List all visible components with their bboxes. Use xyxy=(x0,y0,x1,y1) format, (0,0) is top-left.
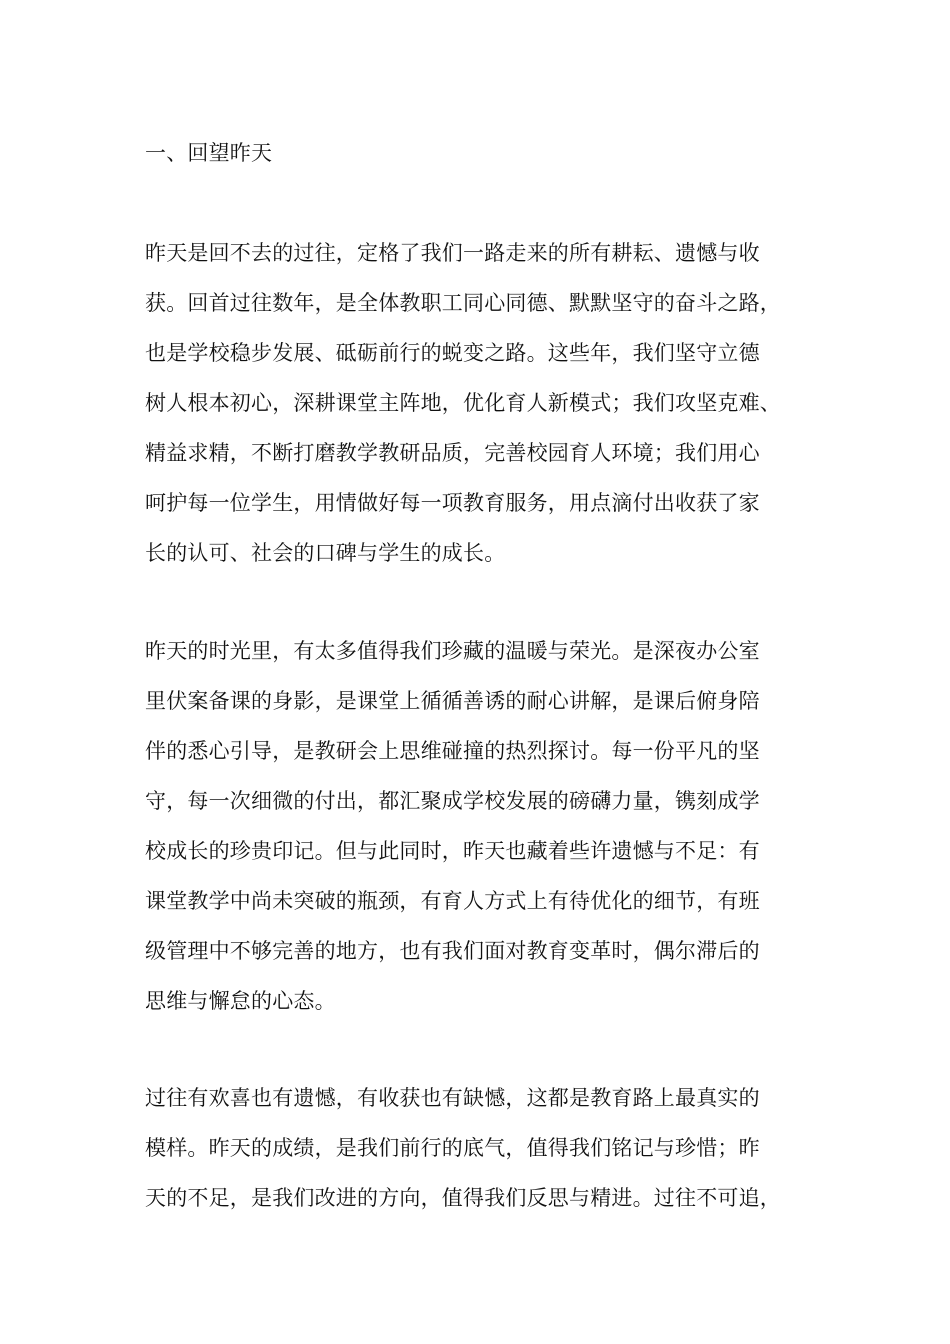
paragraph-line: 树人根本初心，深耕课堂主阵地，优化育人新模式；我们攻坚克难、 xyxy=(145,391,781,415)
paragraph-line: 思维与懈怠的心态。 xyxy=(145,989,336,1013)
paragraph-line: 模样。昨天的成绩，是我们前行的底气，值得我们铭记与珍惜；昨 xyxy=(145,1136,760,1160)
paragraph-line: 天的不足，是我们改进的方向，值得我们反思与精进。过往不可追， xyxy=(145,1186,781,1210)
paragraph-line: 级管理中不够完善的地方，也有我们面对教育变革时，偶尔滞后的 xyxy=(145,939,760,963)
section-heading: 一、回望昨天 xyxy=(145,141,273,165)
paragraph-line: 昨天的时光里，有太多值得我们珍藏的温暖与荣光。是深夜办公室 xyxy=(145,639,760,663)
paragraph-line: 呵护每一位学生，用情做好每一项教育服务，用点滴付出收获了家 xyxy=(145,491,760,515)
paragraph-line: 昨天是回不去的过往，定格了我们一路走来的所有耕耘、遗憾与收 xyxy=(145,241,760,265)
paragraph-line: 校成长的珍贵印记。但与此同时，昨天也藏着些许遗憾与不足：有 xyxy=(145,839,760,863)
paragraph-2 xyxy=(145,626,815,1026)
paragraph-3 xyxy=(145,1073,815,1223)
paragraph-line: 过往有欢喜也有遗憾，有收获也有缺憾，这都是教育路上最真实的 xyxy=(145,1086,760,1110)
paragraph-line: 里伏案备课的身影，是课堂上循循善诱的耐心讲解，是课后俯身陪 xyxy=(145,689,760,713)
paragraph-1 xyxy=(145,228,815,578)
paragraph-line: 精益求精，不断打磨教学教研品质，完善校园育人环境；我们用心 xyxy=(145,441,760,465)
paragraph-line: 守，每一次细微的付出，都汇聚成学校发展的磅礴力量，镌刻成学 xyxy=(145,789,760,813)
paragraph-line: 伴的悉心引导，是教研会上思维碰撞的热烈探讨。每一份平凡的坚 xyxy=(145,739,760,763)
paragraph-line: 获。回首过往数年，是全体教职工同心同德、默默坚守的奋斗之路， xyxy=(145,291,781,315)
paragraph-line: 课堂教学中尚未突破的瓶颈，有育人方式上有待优化的细节，有班 xyxy=(145,889,760,913)
paragraph-line: 长的认可、社会的口碑与学生的成长。 xyxy=(145,541,506,565)
paragraph-line: 也是学校稳步发展、砥砺前行的蜕变之路。这些年，我们坚守立德 xyxy=(145,341,760,365)
